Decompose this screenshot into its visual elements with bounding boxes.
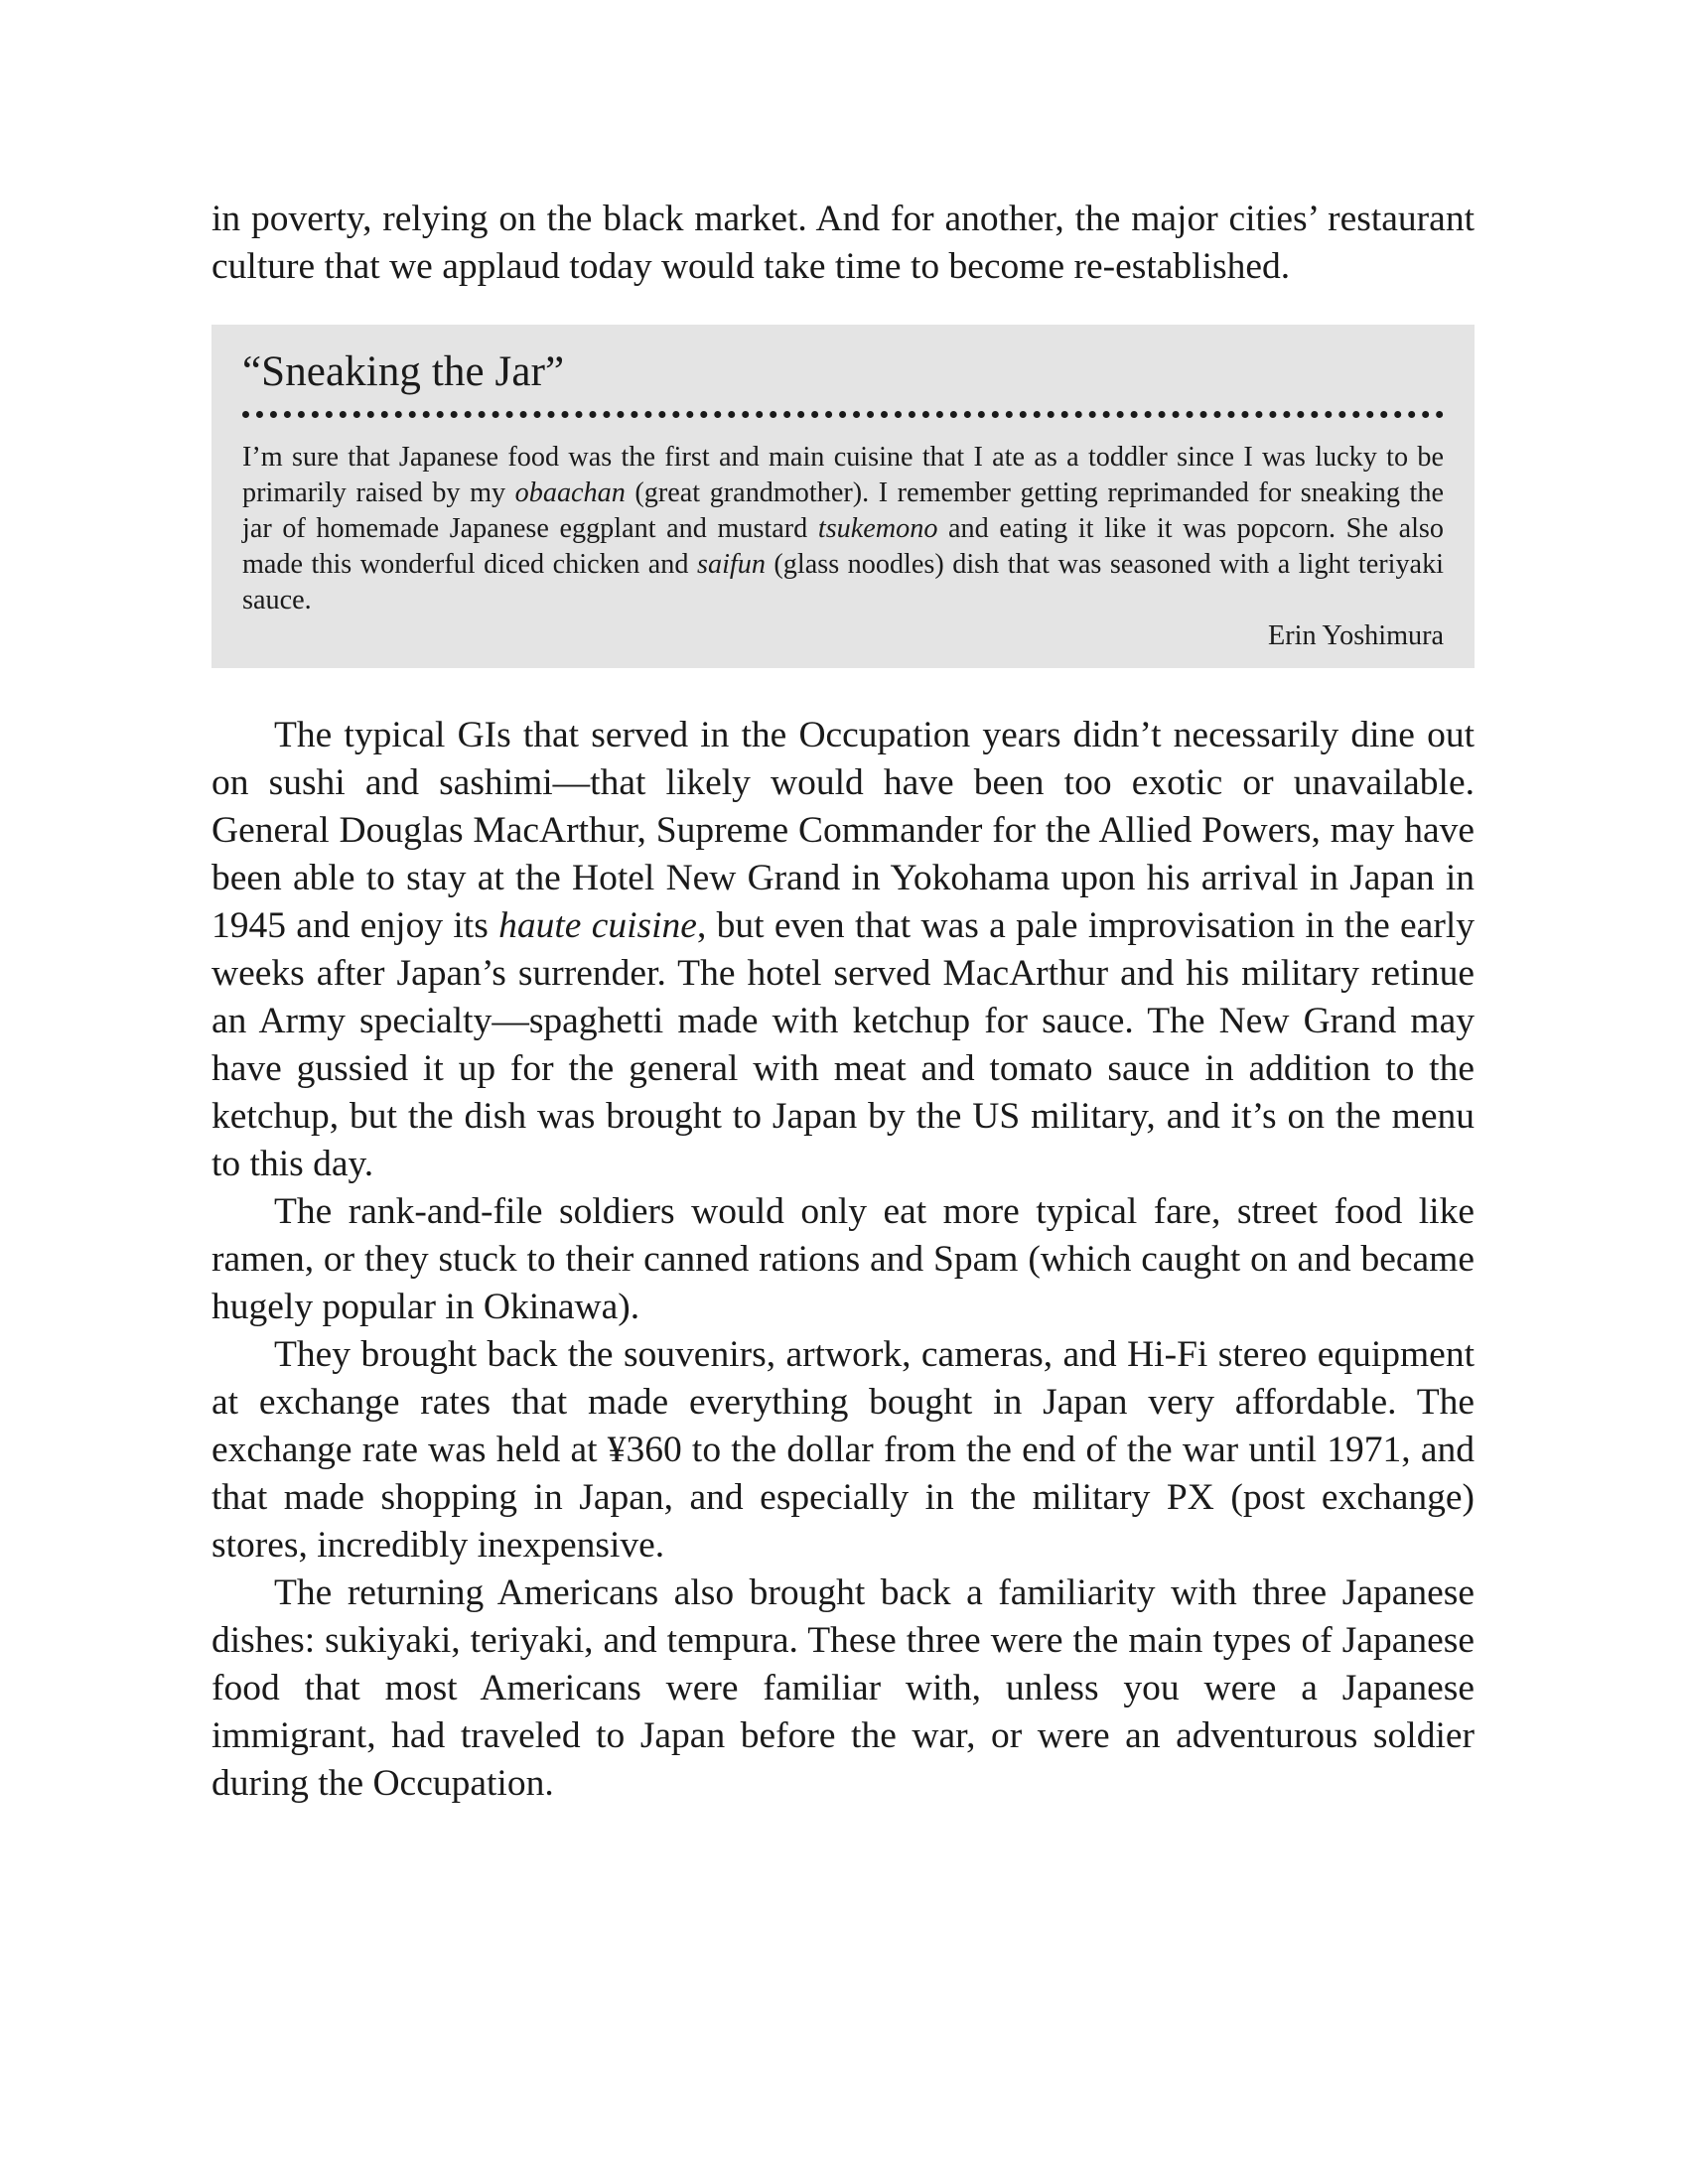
sidebar-box: [211, 325, 1475, 668]
sidebar-text: I’m sure that Japanese food was the first and main cuisine that I ate as a toddler since I was lucky to be primarily raised by my obaachan (great grandmother). I remember getting reprimanded for sneaking the jar of homemade Japanese eggplant and mustard tsukemono and eating it like it was popcorn. She also made this wonderful diced chicken and saifun (glass noodles) dish that was seasoned with a light teriyaki sauce.: [242, 442, 1444, 615]
opening-paragraph: in poverty, relying on the black market. And for another, the major cities’ restaurant culture that we applaud today would take time to become re-established.: [211, 199, 1475, 287]
dotted-divider: [242, 411, 1444, 418]
italic-term-obaachan: obaachan: [514, 478, 626, 508]
sidebar-title: “Sneaking the Jar”: [242, 348, 565, 395]
body-paragraph-3: They brought back the souvenirs, artwork, cameras, and Hi-Fi stereo equipment at exchange rates that made everything bought in Japan very affordable. The exchange rate was held at ¥360 to the dollar from the end of the war until 1971, and that made shopping in Japan, and especially in the military PX (post exchange) stores, incredibly inexpensive.: [211, 1334, 1475, 1566]
italic-term-tsukemono: tsukemono: [817, 513, 938, 544]
body-paragraph-2: The rank-and-file soldiers would only eat more typical fare, street food like ramen, or they stuck to their canned rations and Spam (which caught on and became hugely popular in Okinawa).: [211, 1191, 1475, 1327]
book-page: [211, 196, 1475, 1808]
italic-term-saifun: saifun: [697, 549, 766, 580]
sidebar-author: Erin Yoshimura: [1268, 620, 1444, 651]
body-paragraph-4: The returning Americans also brought back a familiarity with three Japanese dishes: sukiyaki, teriyaki, and tempura. These three were the main types of Japanese food that most Americans were familiar with, unless you were a Japanese immigrant, had traveled to Japan before the war, or were an adventurous soldier during the Occupation.: [211, 1572, 1475, 1804]
body-paragraph-1: The typical GIs that served in the Occupation years didn’t necessarily dine out on sushi and sashimi—that likely would have been too exotic or unavailable. General Douglas MacArthur, Supreme Commander for the Allied Powers, may have been able to stay at the Hotel New Grand in Yokohama upon his arrival in Japan in 1945 and enjoy its haute cuisine, but even that was a pale improvisation in the early weeks after Japan’s surrender. The hotel served MacArthur and his military retinue an Army specialty—spaghetti made with ketchup for sauce. The New Grand may have gussied it up for the general with meat and tomato sauce in addition to the ketchup, but the dish was brought to Japan by the US military, and it’s on the menu to this day.: [211, 715, 1475, 1184]
italic-term-haute-cuisine: haute cuisine: [498, 905, 697, 946]
